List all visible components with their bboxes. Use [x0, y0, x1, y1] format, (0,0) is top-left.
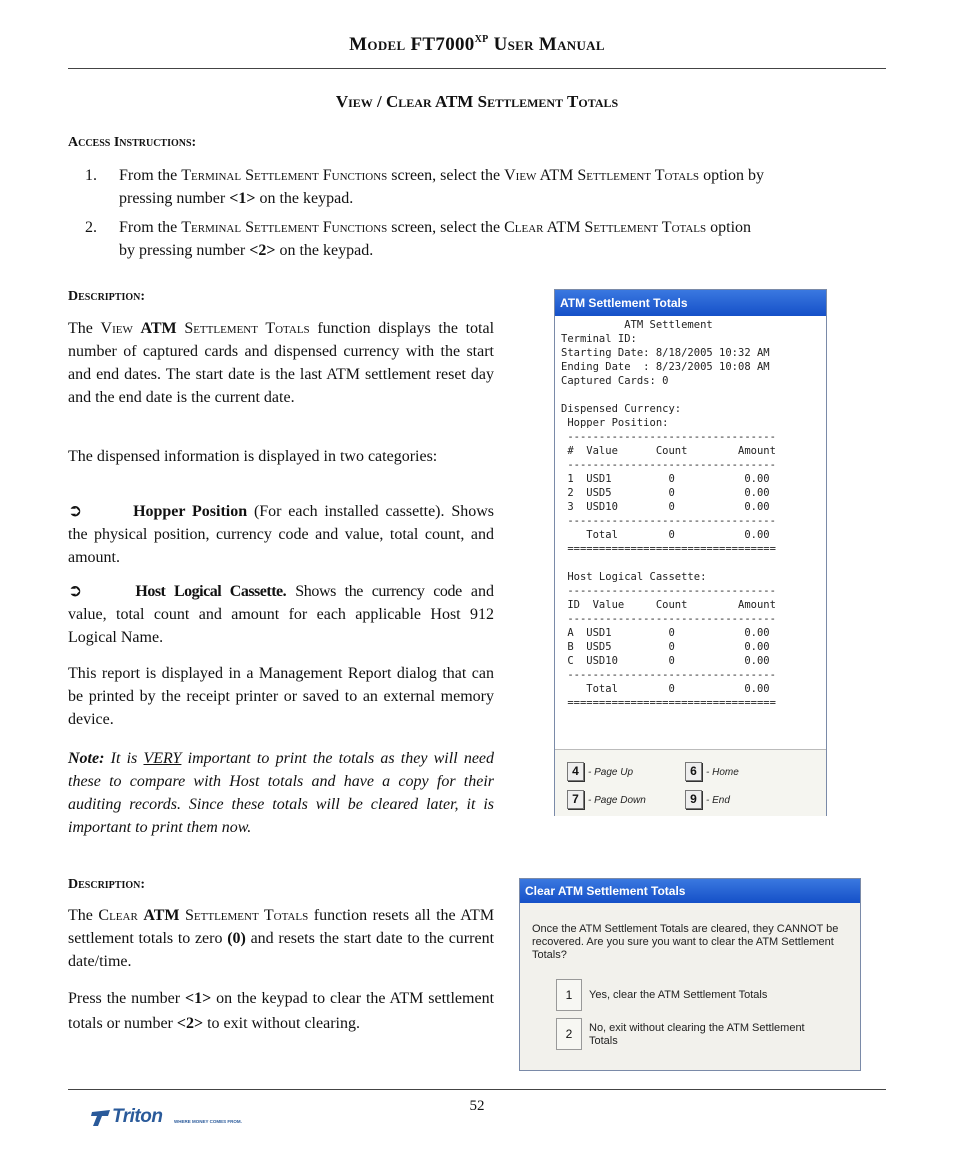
- text: Settlement Totals: [584, 219, 707, 236]
- section-title: [0, 92, 954, 112]
- text: Clear: [504, 219, 544, 236]
- report-line: Ending Date : 8/23/2005 10:08 AM: [561, 361, 770, 373]
- report-line: Starting Date: 8/18/2005 10:32 AM: [561, 347, 770, 359]
- option-no-exit[interactable]: [556, 1018, 846, 1050]
- report-line: Total 0 0.00: [561, 529, 770, 541]
- text: to exit without clearing.: [207, 1015, 360, 1032]
- list-number: 1.: [85, 167, 97, 184]
- header-model-sup: XP: [474, 34, 489, 45]
- text: View: [100, 320, 133, 337]
- option-label: Yes, clear the ATM Settlement Totals: [589, 989, 768, 1001]
- dialog-message: Once the ATM Settlement Totals are cleared, they CANNOT be recovered. Are you sure you want to clear the ATM Settlement Totals?: [532, 923, 839, 961]
- key-4-button[interactable]: 4: [567, 762, 584, 781]
- key-label: - Page Down: [588, 795, 646, 806]
- option-1-button[interactable]: 1: [556, 979, 582, 1011]
- report-line: =================================: [561, 543, 776, 555]
- access-item-2: [68, 216, 886, 262]
- report-line: Terminal ID:: [561, 333, 637, 345]
- logo-wordmark: Triton: [112, 1106, 163, 1127]
- text: Settlement Totals: [577, 167, 700, 184]
- key-6-button[interactable]: 6: [685, 762, 702, 781]
- text: ATM: [140, 320, 177, 337]
- text: ATM: [539, 167, 574, 184]
- text: ATM: [546, 219, 581, 236]
- text: pressing number: [119, 190, 226, 207]
- section-title-part3: Settlement Totals: [477, 92, 619, 111]
- access-instructions-label: Access Instructions:: [68, 135, 197, 150]
- text: on the keypad.: [279, 242, 374, 259]
- text: important to print the totals as they will need these to compare with Host totals and have a copy for their auditing records. Since these totals will be cleared later, it is important to print them now.: [68, 750, 495, 836]
- report-line: 3 USD10 0 0.00: [561, 501, 770, 513]
- list-number: 2.: [85, 219, 97, 236]
- keypad-key: <2>: [176, 1015, 204, 1032]
- key-page-down[interactable]: [567, 790, 646, 809]
- text: function resets all the ATM settlement totals to zero: [68, 907, 495, 947]
- text: and value, total count and amount for each applicable Host 912 Logical Name.: [68, 583, 495, 646]
- bullet-host-logical-cassette: [68, 580, 494, 649]
- desc1-paragraph-3: This report is displayed in a Management Report dialog that can be printed by the receipt printer or saved to an external memory device.: [68, 665, 494, 728]
- text: The: [68, 907, 93, 924]
- key-9-button[interactable]: 9: [685, 790, 702, 809]
- report-line: ---------------------------------: [561, 459, 776, 471]
- text: The: [68, 320, 93, 337]
- arrow-bullet-icon: ➲: [68, 581, 83, 601]
- report-line: [561, 388, 826, 402]
- keypad-key: <1>: [184, 990, 212, 1007]
- header-rule: [68, 68, 886, 69]
- settlement-report[interactable]: [555, 316, 826, 748]
- report-line: # Value Count Amount: [561, 445, 776, 457]
- report-line: B USD5 0 0.00: [561, 641, 770, 653]
- text: Shows the currency code: [295, 583, 462, 600]
- report-line: ATM Settlement: [561, 319, 713, 331]
- text: Press the number: [68, 990, 181, 1007]
- text: (For each installed cassette).: [253, 503, 445, 520]
- report-line: A USD1 0 0.00: [561, 627, 770, 639]
- footer-rule: [68, 1089, 886, 1090]
- report-line: C USD10 0 0.00: [561, 655, 770, 667]
- key-page-up[interactable]: [567, 762, 633, 781]
- report-line: Dispensed Currency:: [561, 403, 682, 415]
- text: option by: [703, 167, 764, 184]
- text: Settlement Totals: [184, 320, 310, 337]
- text: function displays the total number of captured cards and dispensed currency with the start and end dates. The start date is the last ATM settlement reset day and the end date is the current date.: [68, 320, 495, 406]
- key-label: - Page Up: [588, 767, 634, 778]
- clear-atm-settlement-totals-dialog: [519, 878, 861, 1071]
- key-end[interactable]: [685, 790, 730, 809]
- report-line: =================================: [561, 697, 776, 709]
- text: Hopper Position: [133, 503, 248, 520]
- keypad-key: <1>: [229, 190, 256, 207]
- option-yes-clear[interactable]: [556, 979, 846, 1011]
- keypad-key: <2>: [249, 242, 276, 259]
- note: [68, 747, 494, 839]
- option-label: No, exit without clearing the ATM Settlement Totals: [589, 1022, 805, 1047]
- text: VERY: [143, 750, 182, 767]
- text: Settlement Totals: [185, 907, 309, 924]
- report-line: ID Value Count Amount: [561, 599, 776, 611]
- key-7-button[interactable]: 7: [567, 790, 584, 809]
- key-home[interactable]: [685, 762, 739, 781]
- text: on the keypad to clear the ATM settlement totals or number: [68, 990, 495, 1032]
- header-model: FT7000: [410, 34, 475, 55]
- text: (0): [227, 930, 246, 947]
- report-line: Host Logical Cassette:: [561, 571, 707, 583]
- text: screen, select the: [391, 167, 501, 184]
- text: Host Logical Cassette.: [135, 583, 287, 600]
- atm-settlement-totals-window: [554, 289, 827, 816]
- report-line: ---------------------------------: [561, 669, 776, 681]
- desc2-paragraph-2: [68, 986, 494, 1036]
- keypad-legend: [555, 749, 826, 816]
- report-line: Hopper Position:: [561, 417, 669, 429]
- desc1-paragraph-2: The dispensed information is displayed in two categories:: [68, 448, 438, 465]
- report-line: ---------------------------------: [561, 585, 776, 597]
- text: Terminal Settlement Functions: [181, 219, 388, 236]
- description-label-2: Description:: [68, 877, 146, 892]
- report-line: Captured Cards: 0: [561, 375, 669, 387]
- window-title-bar: ATM Settlement Totals: [555, 290, 826, 316]
- text: by pressing number: [119, 242, 246, 259]
- logo-tagline: WHERE MONEY COMES FROM.: [174, 1119, 242, 1124]
- section-title-part1: View / Clear: [335, 92, 432, 111]
- header-model-prefix: Model: [349, 34, 406, 55]
- text: on the keypad.: [259, 190, 354, 207]
- bullet-hopper-position: [68, 500, 494, 569]
- page-number: 52: [469, 1098, 485, 1114]
- arrow-bullet-icon: ➲: [68, 501, 83, 521]
- note-label: Note:: [68, 750, 105, 767]
- text: It is: [110, 750, 138, 767]
- dialog-title-bar: Clear ATM Settlement Totals: [520, 879, 860, 903]
- text: View: [504, 167, 537, 184]
- text: option: [710, 219, 752, 236]
- desc1-paragraph-1: [68, 317, 494, 409]
- key-label: - End: [706, 795, 730, 806]
- report-line: Total 0 0.00: [561, 683, 770, 695]
- access-item-1: [68, 164, 886, 210]
- manual-header: [0, 34, 954, 56]
- triton-logo: [90, 1106, 260, 1130]
- text: Terminal Settlement Functions: [181, 167, 388, 184]
- text: Shows the physical position, currency code and value, total count, and amount.: [68, 503, 495, 566]
- report-line: [561, 556, 826, 570]
- triton-logo-icon: [90, 1108, 112, 1128]
- report-line: 1 USD1 0 0.00: [561, 473, 770, 485]
- text: From the: [119, 219, 178, 236]
- report-line: ---------------------------------: [561, 431, 776, 443]
- option-2-button[interactable]: 2: [556, 1018, 582, 1050]
- header-manual: User Manual: [493, 34, 605, 55]
- key-label: - Home: [706, 767, 739, 778]
- text: ATM: [143, 907, 180, 924]
- section-title-part2: ATM: [434, 92, 474, 111]
- text: From the: [119, 167, 178, 184]
- text: screen, select the: [391, 219, 501, 236]
- text: Clear: [98, 907, 138, 924]
- report-line: ---------------------------------: [561, 515, 776, 527]
- text: and resets the start date to the current date/time.: [68, 930, 495, 970]
- report-line: 2 USD5 0 0.00: [561, 487, 770, 499]
- description-label-1: Description:: [68, 289, 146, 304]
- desc2-paragraph-1: [68, 904, 494, 973]
- report-line: ---------------------------------: [561, 613, 776, 625]
